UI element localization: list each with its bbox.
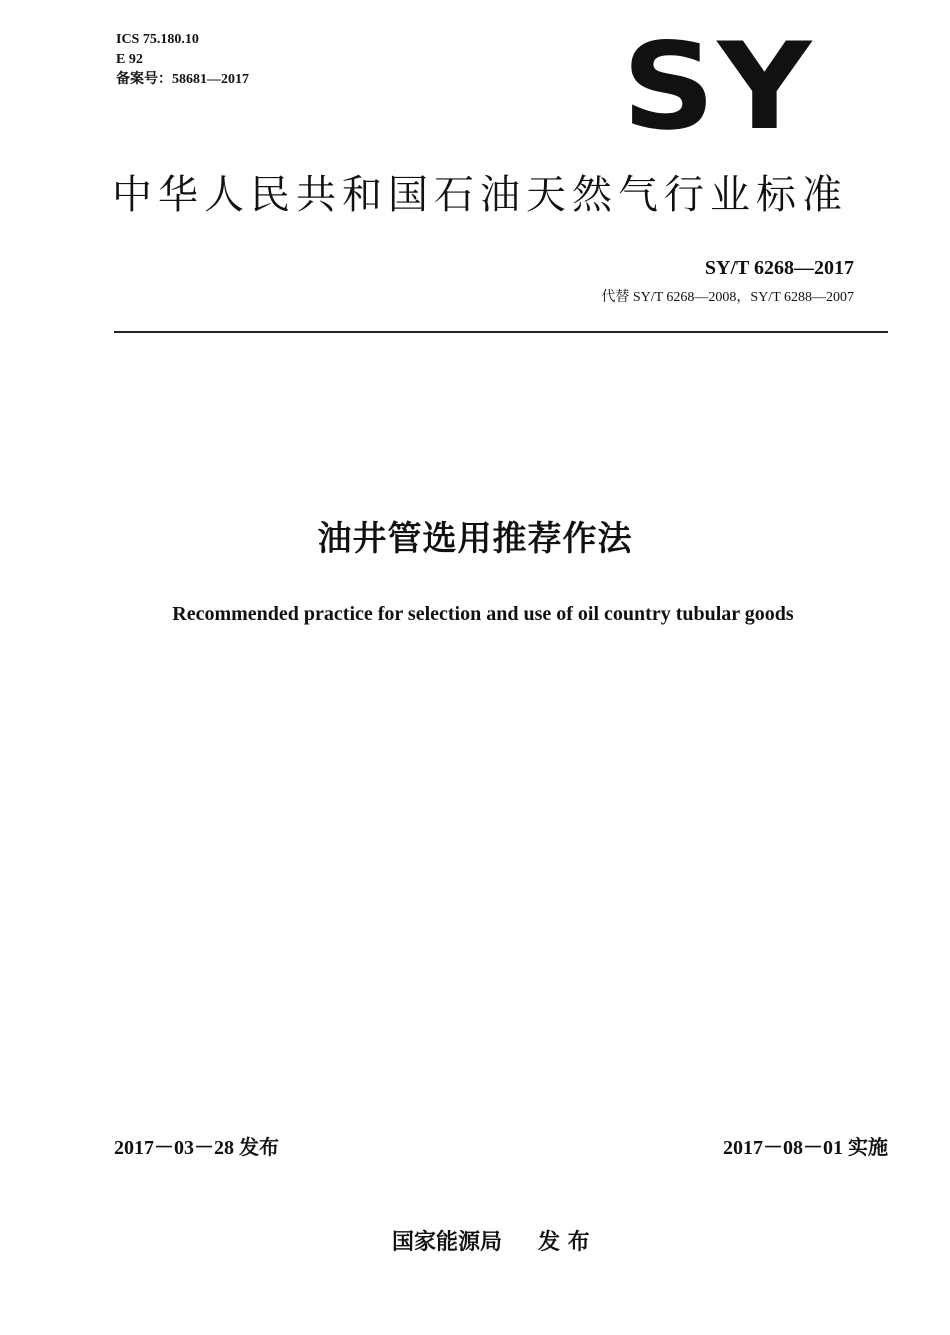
standard-number: SY/T 6268—2017 [704,257,854,279]
publish-action: 发 布 [538,1230,590,1255]
document-metadata [116,30,249,90]
publisher-name: 国家能源局 [392,1230,503,1255]
implementation-date: 2017－08－01 实施 [723,1137,888,1159]
header-divider [114,331,888,333]
issue-date: 2017－03－28 发布 [114,1137,279,1159]
ics-code: ICS 75.180.10 [116,32,199,47]
classification-code: E 92 [116,52,143,67]
document-title-english: Recommended practice for selection and use of oil country tubular goods [172,603,794,625]
replaces-standards: 代替 SY/T 6268—2008，SY/T 6288—2007 [601,290,854,305]
sy-logo: SY [622,18,814,157]
document-title-chinese: 油井管选用推荐作法 [317,519,633,559]
issuing-standard-series-title: 中华人民共和国石油天然气行业标准 [112,172,848,218]
publisher [392,1228,590,1258]
record-number: 备案号：58681—2017 [116,72,249,87]
